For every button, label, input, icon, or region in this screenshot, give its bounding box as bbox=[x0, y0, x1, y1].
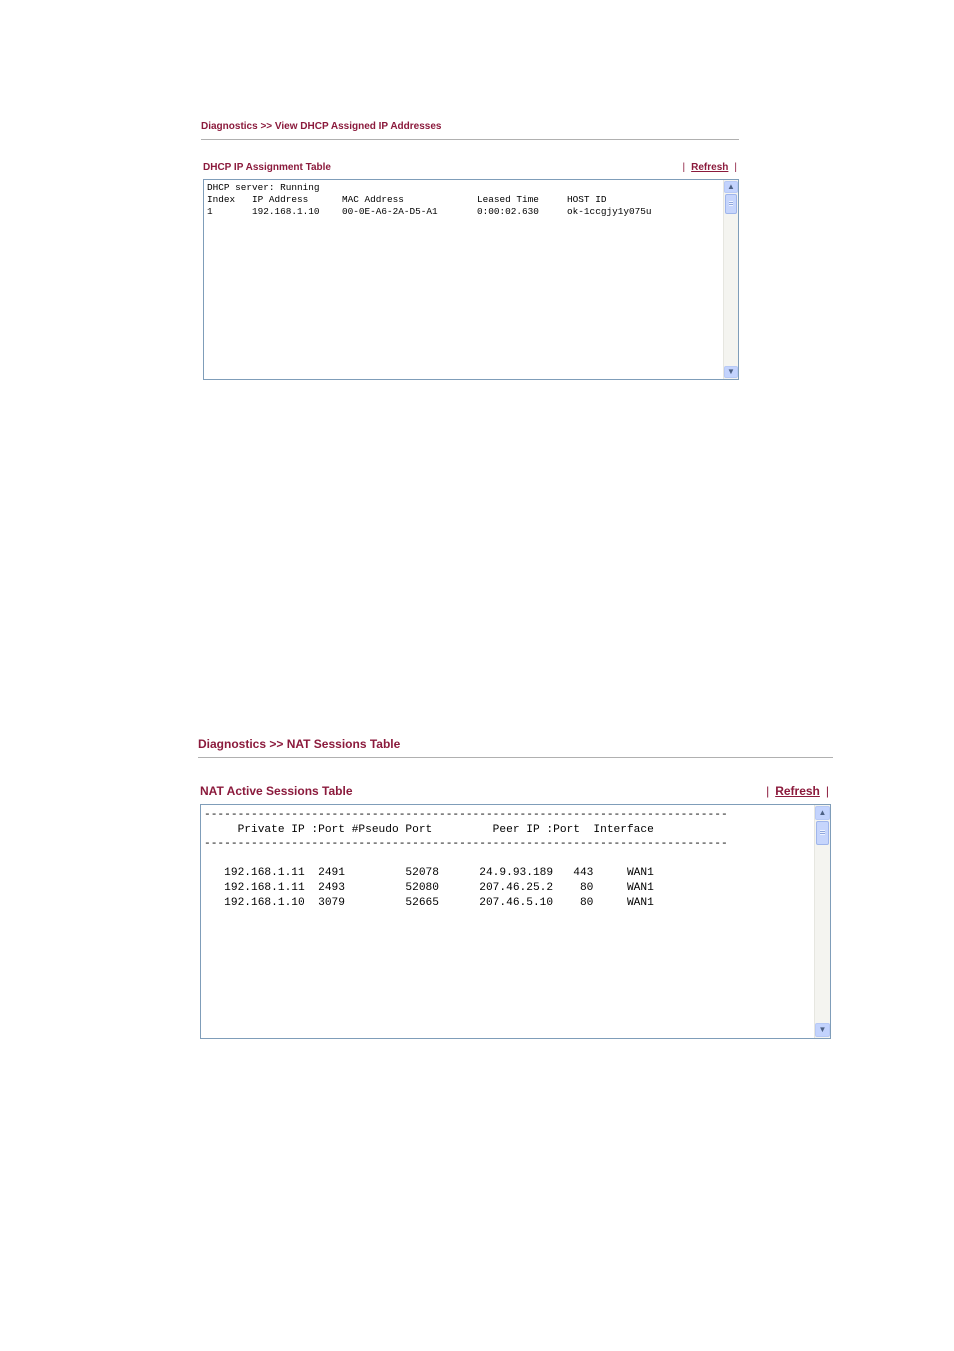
section-title: DHCP IP Assignment Table bbox=[203, 162, 331, 173]
text-line: ------------------------------------------------------------------------------ bbox=[204, 809, 728, 821]
scrollbar[interactable] bbox=[723, 180, 738, 379]
scroll-down-button[interactable] bbox=[815, 1023, 830, 1037]
breadcrumb: Diagnostics >> View DHCP Assigned IP Addresses bbox=[201, 121, 442, 132]
text-line: DHCP server: Running bbox=[207, 182, 320, 193]
separator: | bbox=[766, 784, 770, 798]
dhcp-assignment-text bbox=[207, 182, 651, 219]
triangle-up-icon: ▲ bbox=[727, 182, 735, 191]
scroll-down-button[interactable] bbox=[724, 366, 738, 378]
scroll-up-button[interactable] bbox=[815, 806, 830, 820]
text-line: Private IP :Port #Pseudo Port Peer IP :Port Interface bbox=[204, 823, 654, 836]
breadcrumb: Diagnostics >> NAT Sessions Table bbox=[198, 737, 401, 751]
refresh-group bbox=[677, 162, 737, 173]
text-line: 192.168.1.11 2493 52080 207.46.25.2 80 WAN1 bbox=[204, 881, 654, 894]
dhcp-panel bbox=[201, 118, 739, 380]
text-line: ------------------------------------------------------------------------------ bbox=[204, 838, 728, 851]
divider bbox=[201, 139, 739, 140]
separator: | bbox=[825, 784, 829, 798]
separator: | bbox=[734, 162, 737, 173]
refresh-group bbox=[760, 784, 829, 798]
section-title: NAT Active Sessions Table bbox=[200, 784, 353, 798]
nat-sessions-text bbox=[204, 808, 728, 910]
divider bbox=[198, 757, 833, 758]
scroll-up-button[interactable] bbox=[724, 181, 738, 193]
triangle-down-icon: ▼ bbox=[727, 367, 735, 376]
scroll-thumb[interactable] bbox=[816, 821, 829, 845]
refresh-link[interactable]: Refresh bbox=[775, 784, 820, 798]
scroll-thumb[interactable] bbox=[725, 194, 737, 214]
text-line: 192.168.1.10 3079 52665 207.46.5.10 80 WAN1 bbox=[204, 896, 654, 909]
nat-panel bbox=[198, 734, 833, 1040]
text-line: 1 192.168.1.10 00-0E-A6-2A-D5-A1 0:00:02.630 ok-1ccgjy1y075u bbox=[207, 206, 652, 218]
triangle-up-icon: ▲ bbox=[818, 808, 827, 817]
dhcp-assignment-textarea[interactable] bbox=[203, 179, 739, 380]
separator: | bbox=[682, 162, 686, 173]
text-line: Index IP Address MAC Address Leased Time HOST ID bbox=[207, 194, 607, 206]
nat-sessions-textarea[interactable] bbox=[200, 804, 831, 1039]
refresh-link[interactable]: Refresh bbox=[691, 162, 729, 173]
text-line: 192.168.1.11 2491 52078 24.9.93.189 443 WAN1 bbox=[204, 867, 654, 880]
scrollbar[interactable] bbox=[814, 805, 830, 1038]
triangle-down-icon: ▼ bbox=[818, 1025, 827, 1034]
